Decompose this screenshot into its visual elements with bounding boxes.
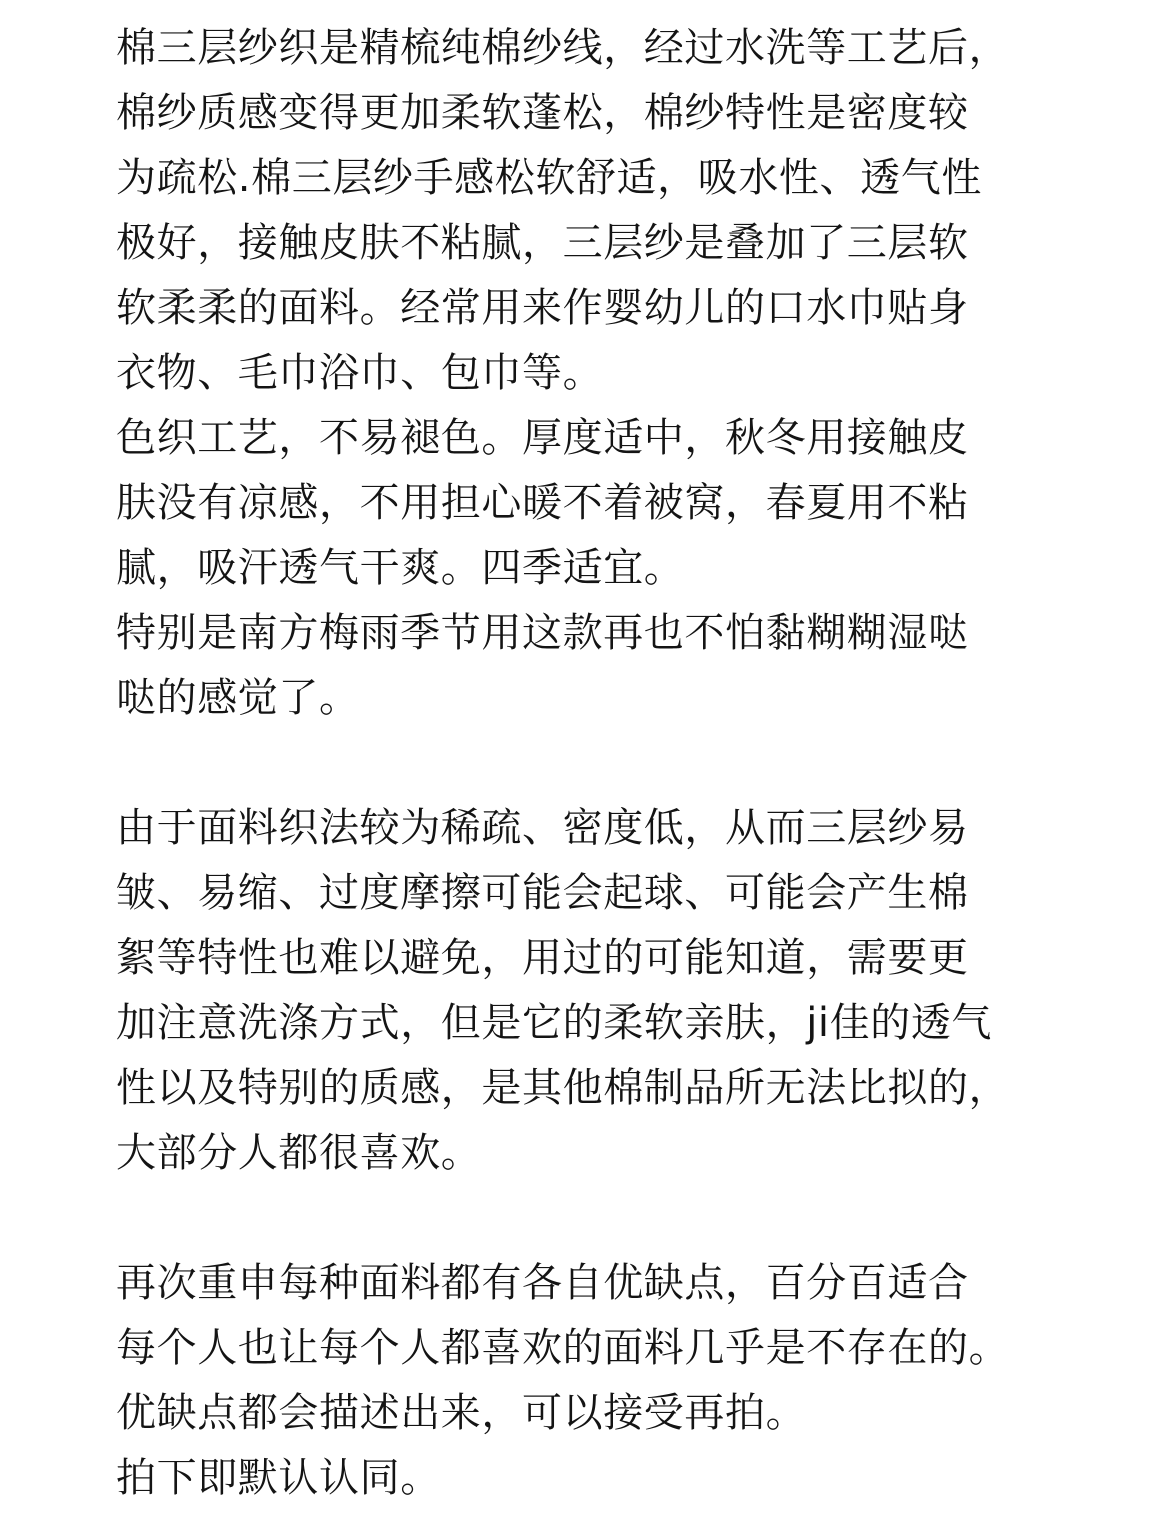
paragraph-disclaimer <box>116 1251 1056 1446</box>
text-line: 加注意洗涤方式，但是它的柔软亲肤，ji佳的透气 <box>116 1000 993 1046</box>
text-line: 优缺点都会描述出来，可以接受再拍。 <box>116 1390 807 1436</box>
text-line: 衣物、毛巾浴巾、包巾等。 <box>116 350 604 396</box>
text-line: 为疏松.棉三层纱手感松软舒适，吸水性、透气性 <box>116 155 982 201</box>
text-line: 腻，吸汗透气干爽。四季适宜。 <box>116 545 685 591</box>
text-line: 每个人也让每个人都喜欢的面料几乎是不存在的。 <box>116 1325 1010 1371</box>
product-description <box>116 16 1056 1511</box>
text-line: 再次重申每种面料都有各自优缺点，百分百适合 <box>116 1260 969 1306</box>
paragraph-color-weaving <box>116 406 1056 601</box>
text-line: 大部分人都很喜欢。 <box>116 1130 482 1176</box>
text-line: 极好，接触皮肤不粘腻，三层纱是叠加了三层软 <box>116 220 969 266</box>
text-line: 皱、易缩、过度摩擦可能会起球、可能会产生棉 <box>116 870 969 916</box>
text-line: 拍下即默认认同。 <box>116 1455 441 1501</box>
text-line: 哒的感觉了。 <box>116 675 360 721</box>
paragraph-characteristics <box>116 796 1056 1186</box>
text-line: 色织工艺，不易褪色。厚度适中，秋冬用接触皮 <box>116 415 969 461</box>
text-line: 特别是南方梅雨季节用这款再也不怕黏糊糊湿哒 <box>116 610 969 656</box>
paragraph-purchase-agreement <box>116 1446 1056 1511</box>
text-line: 由于面料织法较为稀疏、密度低，从而三层纱易 <box>116 805 969 851</box>
text-line: 肤没有凉感，不用担心暖不着被窝，春夏用不粘 <box>116 480 969 526</box>
text-line: 棉纱质感变得更加柔软蓬松，棉纱特性是密度较 <box>116 90 969 136</box>
text-line: 棉三层纱织是精梳纯棉纱线，经过水洗等工艺后， <box>116 25 1010 71</box>
paragraph-spacer <box>116 731 1056 796</box>
paragraph-material-intro <box>116 16 1056 406</box>
paragraph-rainy-season <box>116 601 1056 731</box>
text-line: 絮等特性也难以避免，用过的可能知道，需要更 <box>116 935 969 981</box>
paragraph-spacer <box>116 1186 1056 1251</box>
text-line: 性以及特别的质感，是其他棉制品所无法比拟的， <box>116 1065 1010 1111</box>
text-line: 软柔柔的面料。经常用来作婴幼儿的口水巾贴身 <box>116 285 969 331</box>
